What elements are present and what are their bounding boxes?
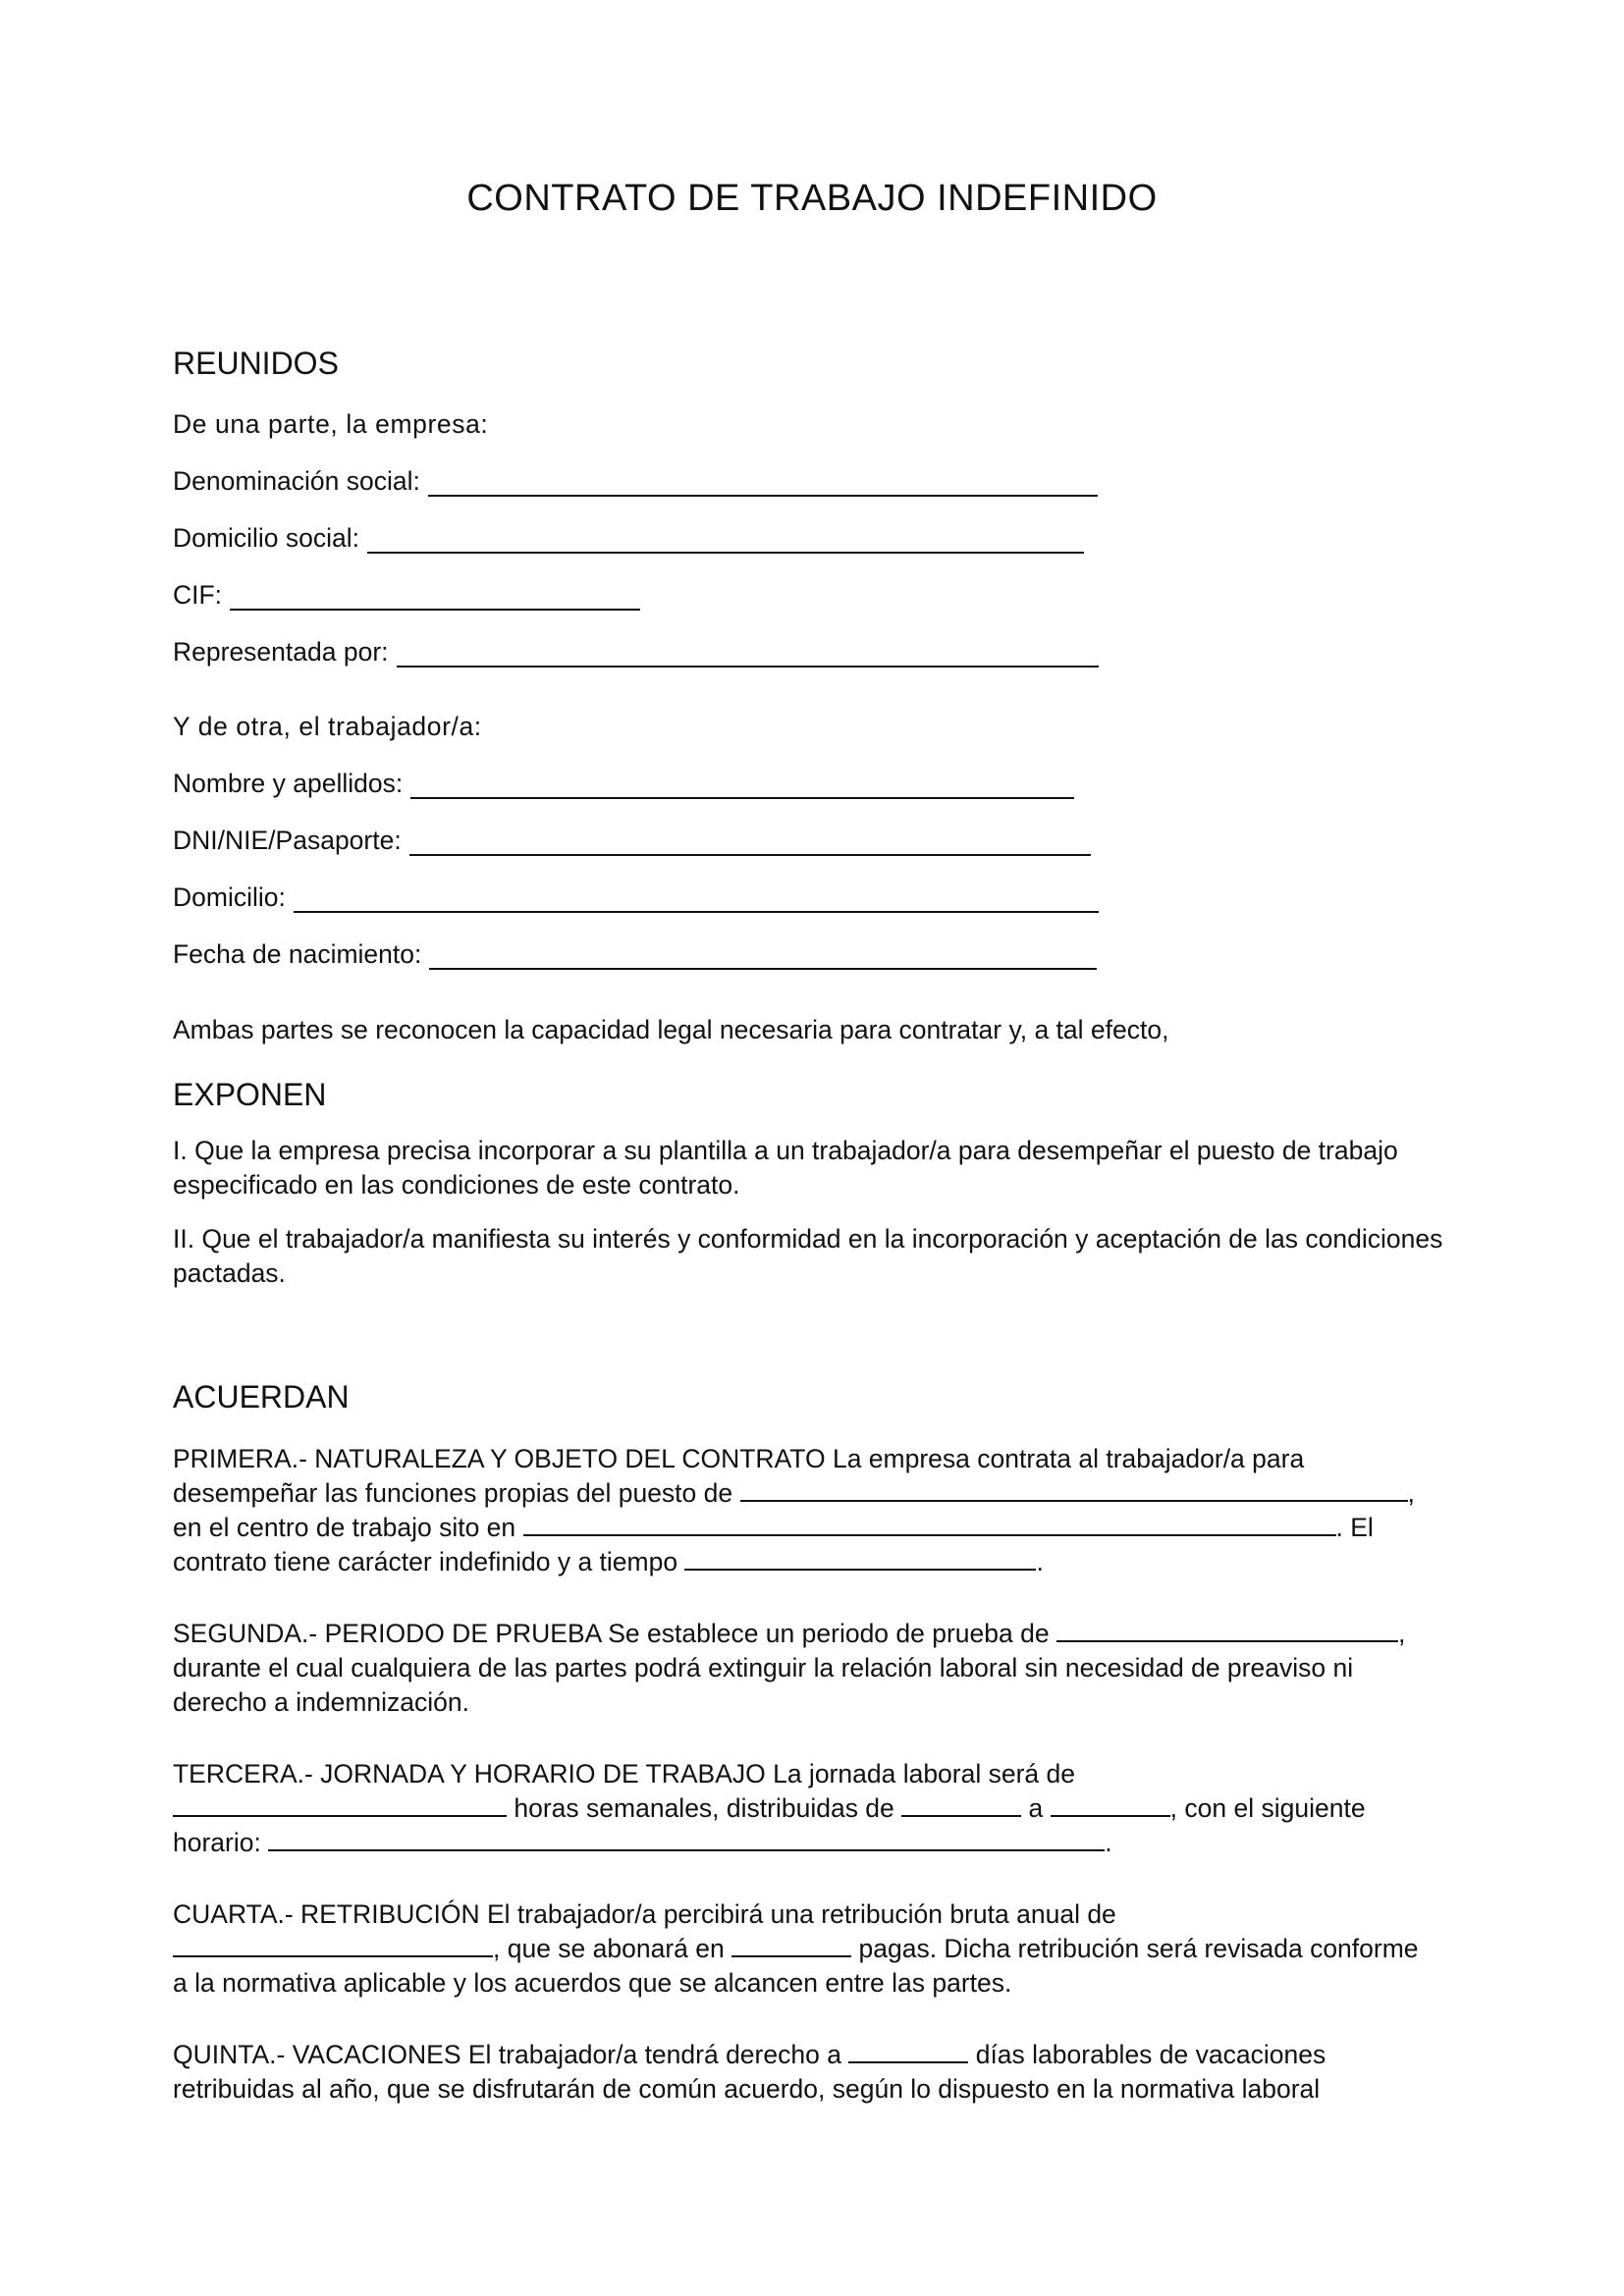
trabajador-intro: Y de otra, el trabajador/a: <box>173 712 482 741</box>
tercera-text: . <box>1105 1828 1112 1857</box>
cuarta-text: , que se abonará en <box>493 1934 725 1963</box>
section-heading-reunidos: REUNIDOS <box>173 346 339 381</box>
primera-text: contrato tiene carácter indefinido y a tiempo <box>173 1547 678 1576</box>
primera-text: . El <box>1335 1513 1374 1542</box>
clausula-quinta <box>173 2038 1479 2107</box>
puesto-blank[interactable] <box>740 1476 1408 1502</box>
quinta-text: retribuidas al año, que se disfrutarán de común acuerdo, según lo dispuesto en la normativa laboral <box>173 2074 1321 2104</box>
distribucion-desde-blank[interactable] <box>901 1791 1021 1817</box>
segunda-text: SEGUNDA.- PERIODO DE PRUEBA Se establece un periodo de prueba de <box>173 1619 1050 1648</box>
tercera-text: TERCERA.- JORNADA Y HORARIO DE TRABAJO La jornada laboral será de <box>173 1759 1075 1789</box>
quinta-text: días laborables de vacaciones <box>975 2040 1326 2069</box>
cif-blank[interactable] <box>230 583 640 611</box>
retribucion-blank[interactable] <box>173 1932 493 1957</box>
cuarta-text: CUARTA.- RETRIBUCIÓN El trabajador/a percibirá una retribución bruta anual de <box>173 1899 1116 1929</box>
clausula-segunda <box>173 1617 1479 1720</box>
tercera-text: horas semanales, distribuidas de <box>514 1793 894 1823</box>
field-label: Representada por: <box>173 637 389 667</box>
field-label: Domicilio social: <box>173 523 359 553</box>
segunda-text: derecho a indemnización. <box>173 1687 469 1717</box>
distribucion-hasta-blank[interactable] <box>1051 1791 1170 1817</box>
dias-vacaciones-blank[interactable] <box>848 2038 968 2063</box>
primera-text: desempeñar las funciones propias del puesto de <box>173 1478 733 1508</box>
horas-semanales-blank[interactable] <box>173 1791 507 1817</box>
cuarta-text: a la normativa aplicable y los acuerdos que se alcancen entre las partes. <box>173 1968 1012 1998</box>
field-dni-nie-pasaporte <box>173 825 1479 856</box>
field-label: Denominación social: <box>173 466 420 496</box>
field-label: Fecha de nacimiento: <box>173 939 422 969</box>
fecha-nacimiento-blank[interactable] <box>429 942 1097 970</box>
tiempo-blank[interactable] <box>684 1545 1036 1571</box>
dni-nie-pasaporte-blank[interactable] <box>409 828 1091 856</box>
periodo-prueba-blank[interactable] <box>1056 1617 1398 1642</box>
primera-text: PRIMERA.- NATURALEZA Y OBJETO DEL CONTRATO La empresa contrata al trabajador/a para <box>173 1444 1305 1473</box>
field-denominacion-social <box>173 465 1479 497</box>
capacidad-legal-text: Ambas partes se reconocen la capacidad legal necesaria para contratar y, a tal efecto, <box>173 1015 1169 1044</box>
field-domicilio-social <box>173 522 1479 554</box>
field-label: Domicilio: <box>173 882 286 912</box>
nombre-apellidos-blank[interactable] <box>410 772 1074 799</box>
domicilio-social-blank[interactable] <box>367 526 1084 554</box>
exponen-item-2: II. Que el trabajador/a manifiesta su interés y conformidad en la incorporación y aceptación de las condiciones pactadas. <box>173 1224 1443 1288</box>
empresa-intro: De una parte, la empresa: <box>173 409 489 439</box>
clausula-cuarta <box>173 1897 1479 2001</box>
document-title: CONTRATO DE TRABAJO INDEFINIDO <box>466 178 1158 219</box>
field-nombre-apellidos <box>173 768 1479 799</box>
domicilio-blank[interactable] <box>294 885 1099 913</box>
section-heading-exponen: EXPONEN <box>173 1077 327 1112</box>
field-fecha-nacimiento <box>173 938 1479 970</box>
horario-blank[interactable] <box>268 1826 1105 1851</box>
clausula-primera <box>173 1442 1479 1579</box>
field-representada-por <box>173 636 1479 667</box>
segunda-text: , <box>1397 1619 1406 1648</box>
segunda-text: durante el cual cualquiera de las partes podrá extinguir la relación laboral sin necesidad de preaviso ni <box>173 1653 1354 1682</box>
pagas-blank[interactable] <box>731 1932 851 1957</box>
denominacion-social-blank[interactable] <box>428 469 1098 497</box>
document-body <box>173 344 1479 2107</box>
field-cif <box>173 579 1479 611</box>
tercera-text: a <box>1028 1793 1044 1823</box>
primera-text: . <box>1036 1547 1044 1576</box>
field-label: Nombre y apellidos: <box>173 769 404 798</box>
tercera-text: , con el siguiente <box>1169 1793 1366 1823</box>
field-label: CIF: <box>173 580 223 610</box>
cuarta-text: pagas. Dicha retribución será revisada conforme <box>858 1934 1419 1963</box>
section-heading-acuerdan: ACUERDAN <box>173 1379 350 1415</box>
exponen-item-1: I. Que la empresa precisa incorporar a su plantilla a un trabajador/a para desempeñar el puesto de trabajo especificado en las condiciones de este contrato. <box>173 1136 1398 1200</box>
centro-trabajo-blank[interactable] <box>523 1511 1336 1536</box>
field-domicilio <box>173 881 1479 913</box>
tercera-text: horario: <box>173 1828 261 1857</box>
clausula-tercera <box>173 1757 1479 1860</box>
quinta-text: QUINTA.- VACACIONES El trabajador/a tendrá derecho a <box>173 2040 841 2069</box>
primera-text: en el centro de trabajo sito en <box>173 1513 516 1542</box>
primera-text: , <box>1407 1478 1415 1508</box>
representada-por-blank[interactable] <box>397 640 1099 667</box>
field-label: DNI/NIE/Pasaporte: <box>173 826 402 855</box>
